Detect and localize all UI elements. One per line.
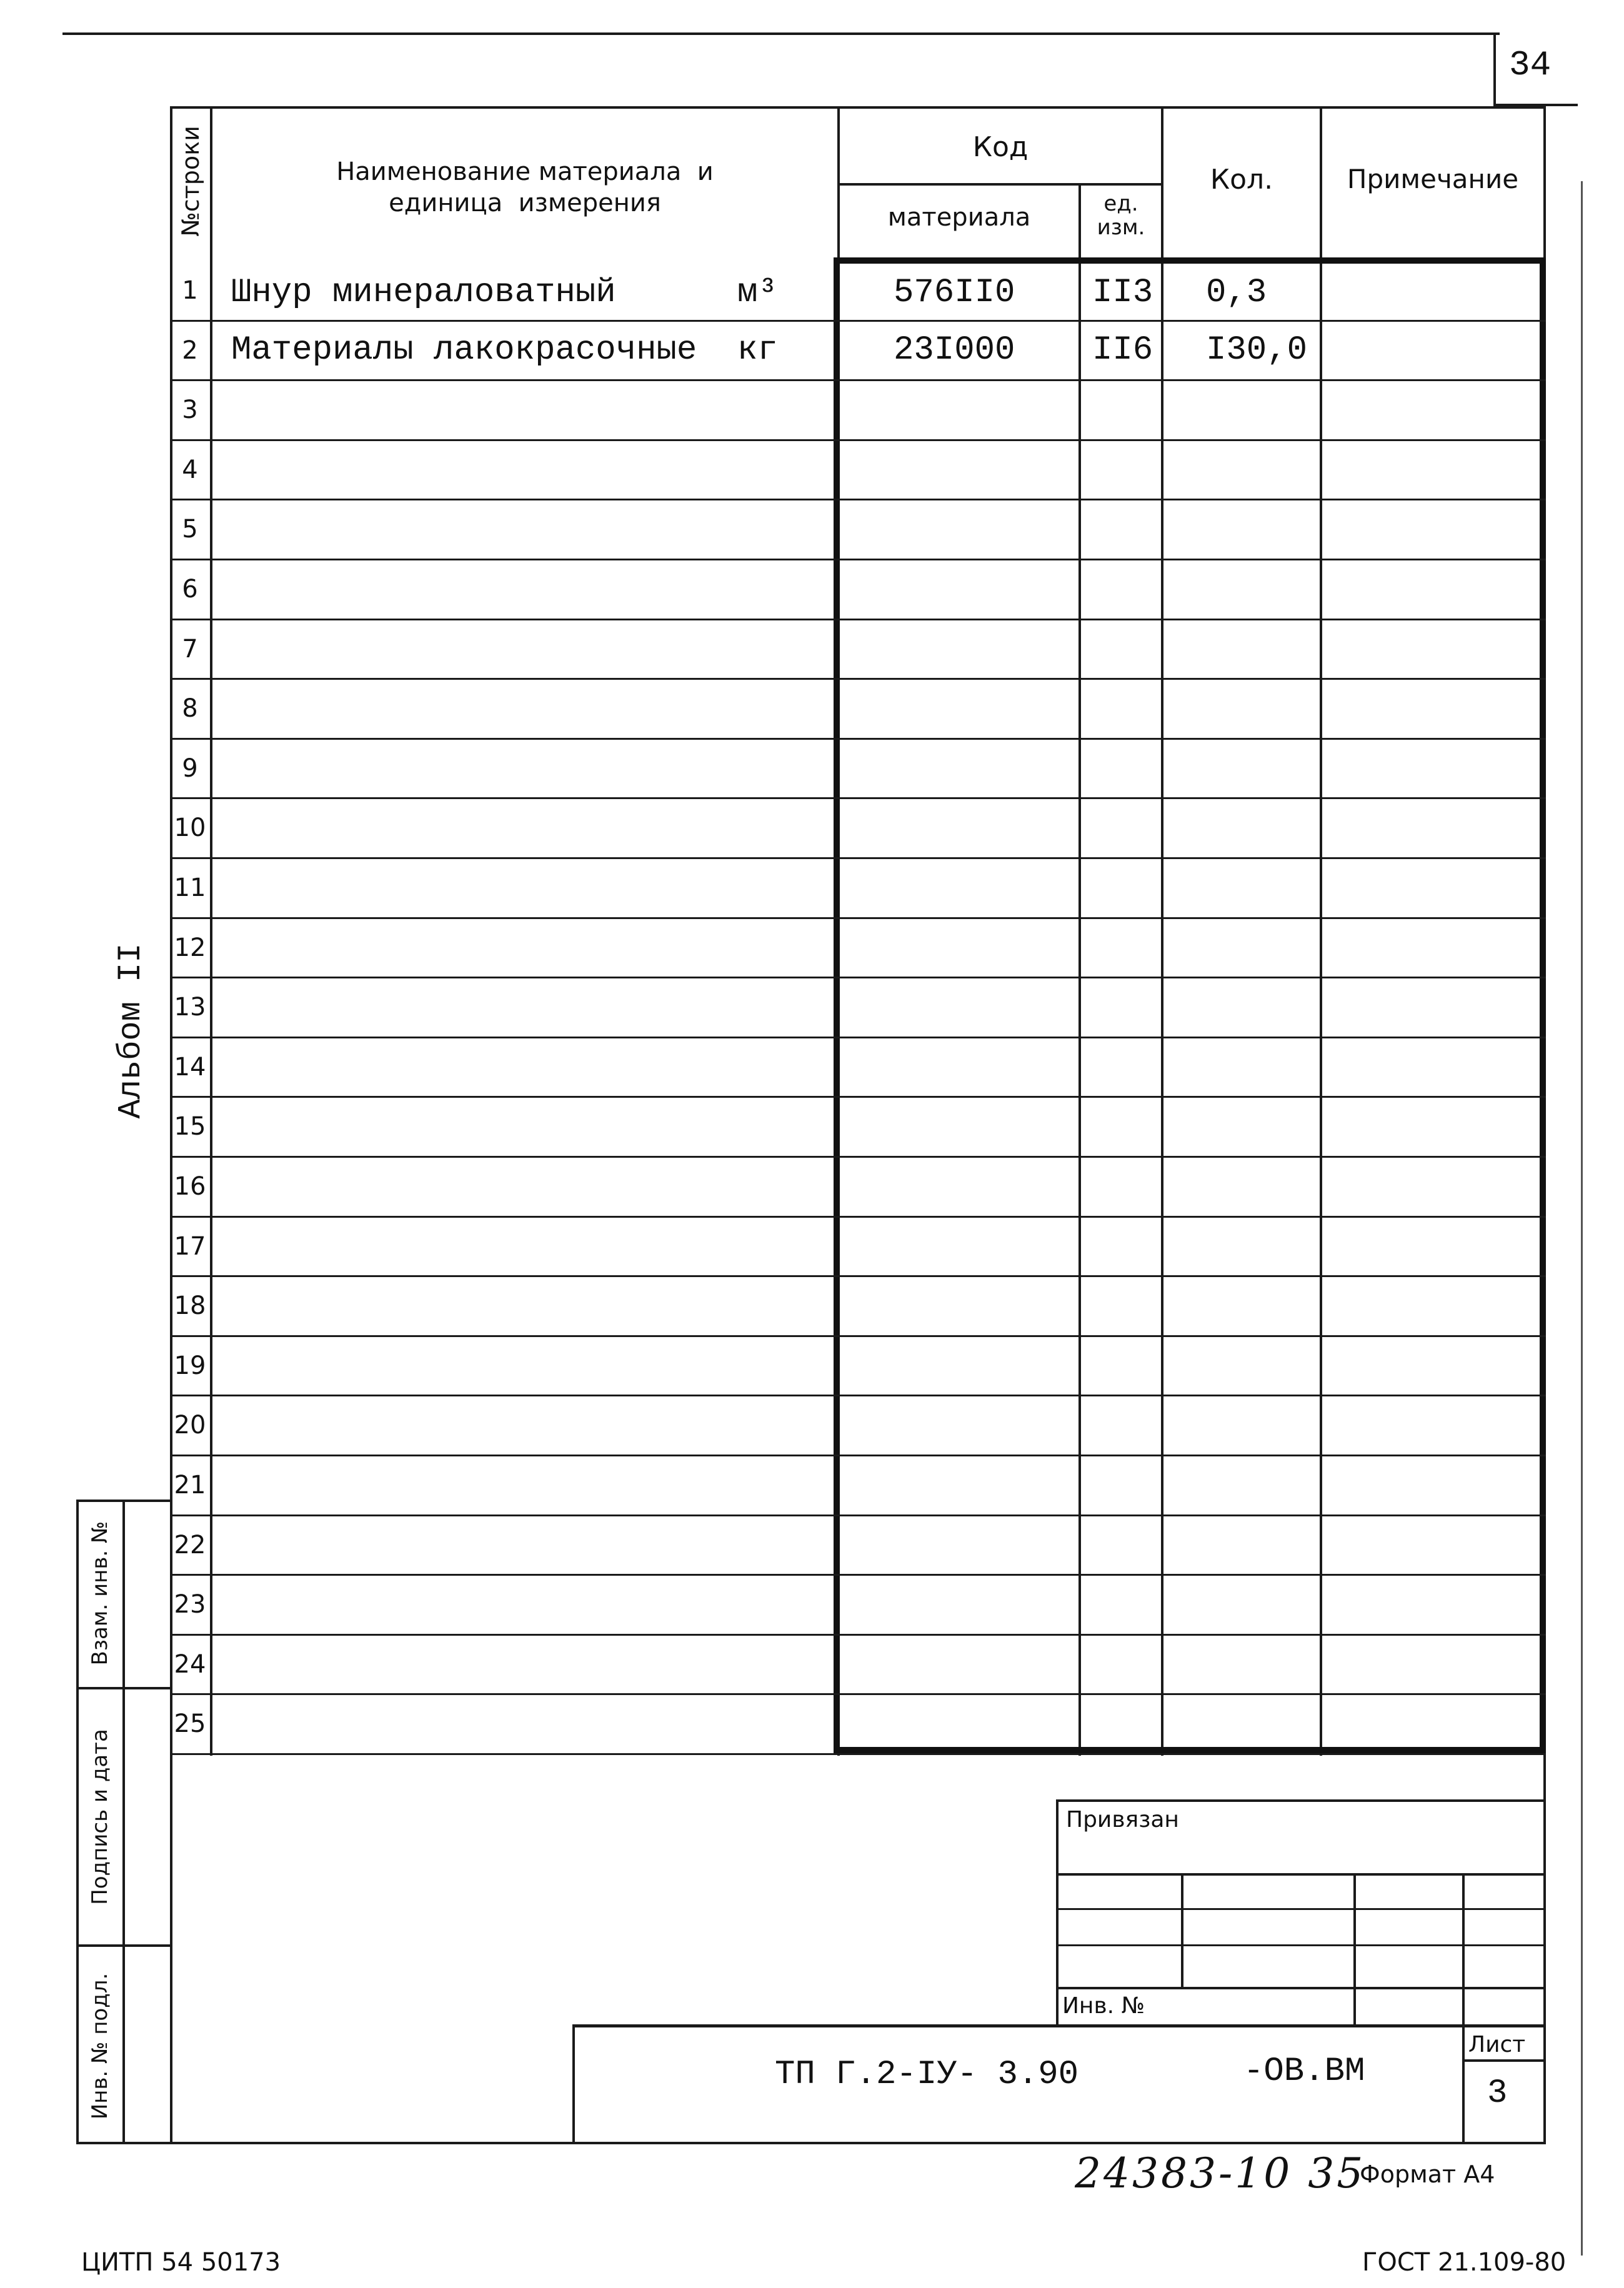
- tb-privyazan-left: [1056, 1799, 1059, 2026]
- header-code-unit: ед. изм.: [1097, 191, 1145, 240]
- row-number: 15: [174, 1112, 206, 1142]
- col-line-rownum: [210, 106, 212, 1756]
- row-line: [170, 1216, 1546, 1218]
- row-number: 14: [174, 1052, 206, 1082]
- tb-main-top: [574, 2024, 1546, 2027]
- row-line: [170, 499, 1546, 500]
- row-number: 21: [174, 1471, 206, 1500]
- row1-unit-code: II3: [1092, 274, 1153, 312]
- row-number: 7: [182, 634, 198, 664]
- tb-doc-suffix: -ОВ.ВМ: [1243, 2052, 1365, 2091]
- row-number: 25: [174, 1709, 206, 1739]
- body-thick-top: [835, 257, 1546, 264]
- row-line: [170, 1634, 1546, 1636]
- stamp-inv-podl: Инв. № подл.: [87, 1972, 112, 2120]
- row-line: [170, 1335, 1546, 1337]
- row-line: [170, 1395, 1546, 1396]
- row-line: [170, 1574, 1546, 1576]
- body-thick-right: [1540, 257, 1546, 1753]
- tb-line-4: [1056, 1987, 1546, 1989]
- tb-list-value: 3: [1487, 2074, 1508, 2112]
- row2-unit-code: II6: [1092, 331, 1153, 369]
- row-line: [170, 1455, 1546, 1456]
- row-line: [170, 1156, 1546, 1158]
- row-line: [170, 1037, 1546, 1038]
- row1-unit: м³: [737, 274, 778, 312]
- stamp-div-1: [76, 1687, 172, 1689]
- tb-list-divider: [1462, 2059, 1546, 2062]
- row2-qty: I30,0: [1206, 331, 1308, 369]
- footer-right: ГОСТ 21.109-80: [1362, 2248, 1567, 2277]
- col-line-unit: [1161, 106, 1163, 1756]
- row-number: 23: [174, 1590, 206, 1619]
- row-line: [170, 738, 1546, 740]
- header-note: Примечание: [1347, 164, 1519, 194]
- row-number: 18: [174, 1291, 206, 1321]
- right-page-edge: [1581, 181, 1583, 2256]
- tb-line-2: [1056, 1908, 1546, 1910]
- row-number: 10: [174, 813, 206, 843]
- row-line: [170, 917, 1546, 919]
- row-number: 11: [174, 873, 206, 902]
- row-number: 22: [174, 1530, 206, 1559]
- row-line: [170, 977, 1546, 978]
- tb-col-2: [1353, 1873, 1356, 2026]
- row-line: [170, 797, 1546, 799]
- code-group-divider: [837, 183, 1162, 186]
- row-number: 3: [182, 395, 198, 425]
- row-line: [170, 857, 1546, 859]
- handwritten-number: 24383-10 35: [1075, 2149, 1366, 2197]
- tb-line-1: [1056, 1873, 1546, 1876]
- row-line: [170, 1275, 1546, 1277]
- row-number: 16: [174, 1172, 206, 1201]
- col-line-qty: [1320, 106, 1322, 1756]
- row-number: 12: [174, 933, 206, 962]
- row-number: 13: [174, 993, 206, 1022]
- footer-left: ЦИТП 54 50173: [81, 2248, 281, 2277]
- row2-code: 23I000: [894, 331, 1015, 369]
- row-line: [170, 1096, 1546, 1098]
- col-line-code: [1079, 184, 1081, 1756]
- row-line: [170, 379, 1546, 381]
- tb-line-3: [1056, 1944, 1546, 1946]
- tb-col-1: [1181, 1873, 1183, 1987]
- tb-list-label: Лист: [1468, 2032, 1526, 2057]
- row-line: [170, 1693, 1546, 1695]
- tb-col-3: [1462, 1873, 1465, 2144]
- page-number-box-left: [1493, 32, 1496, 106]
- row2-name: Материалы лакокрасочные: [231, 331, 697, 369]
- frame-bottom: [76, 2142, 1546, 2144]
- row1-code: 576II0: [894, 274, 1015, 312]
- stamp-podpis: Подпись и дата: [87, 1729, 112, 1905]
- row-line: [170, 320, 1546, 322]
- tb-inv-label: Инв. №: [1062, 1993, 1145, 2019]
- stamp-vzam: Взам. инв. №: [87, 1521, 112, 1666]
- header-code-group: Код: [972, 131, 1029, 163]
- body-thick-bottom: [834, 1747, 1546, 1753]
- row-number: 20: [174, 1411, 206, 1440]
- header-name: [237, 156, 812, 219]
- row-number: 17: [174, 1231, 206, 1261]
- tb-privyazan-label: Привязан: [1066, 1807, 1179, 1833]
- row-number: 8: [182, 694, 198, 724]
- row-number: 2: [182, 336, 198, 365]
- side-title: Альбом II: [112, 943, 149, 1119]
- row-number: 1: [182, 276, 198, 305]
- stamp-left-edge: [76, 1500, 79, 2144]
- top-border: [62, 32, 1500, 35]
- row1-qty: 0,3: [1206, 274, 1267, 312]
- format-label: Формат А4: [1360, 2161, 1495, 2188]
- row2-unit: кг: [737, 331, 778, 369]
- row-number: 6: [182, 575, 198, 604]
- tb-doc-code: ТП Г.2-IУ- 3.90: [775, 2056, 1079, 2094]
- row-number: 9: [182, 754, 198, 783]
- row-number: 4: [182, 455, 198, 484]
- row-line: [170, 559, 1546, 560]
- tb-privyazan-top: [1056, 1799, 1546, 1802]
- header-row-no: №строки: [177, 126, 204, 237]
- row-number: 24: [174, 1649, 206, 1679]
- page-number: 34: [1509, 45, 1552, 85]
- header-name-text: Наименование материала и единица измерения: [336, 157, 714, 217]
- row-line: [170, 619, 1546, 620]
- row-number: 19: [174, 1351, 206, 1380]
- row-number: 5: [182, 515, 198, 544]
- row-line: [170, 678, 1546, 680]
- header-code-material: материала: [887, 203, 1031, 232]
- frame-top: [170, 106, 1546, 109]
- stamp-div-2: [76, 1944, 172, 1947]
- row1-name: Шнур минераловатный: [231, 274, 616, 312]
- body-thick-left: [834, 257, 840, 1752]
- stamp-mid-line: [122, 1500, 125, 2144]
- stamp-top: [76, 1500, 172, 1502]
- row-line: [170, 1515, 1546, 1516]
- row-line: [170, 1753, 1546, 1755]
- row-line: [170, 439, 1546, 441]
- header-qty: Кол.: [1210, 164, 1273, 196]
- tb-main-left: [572, 2024, 575, 2144]
